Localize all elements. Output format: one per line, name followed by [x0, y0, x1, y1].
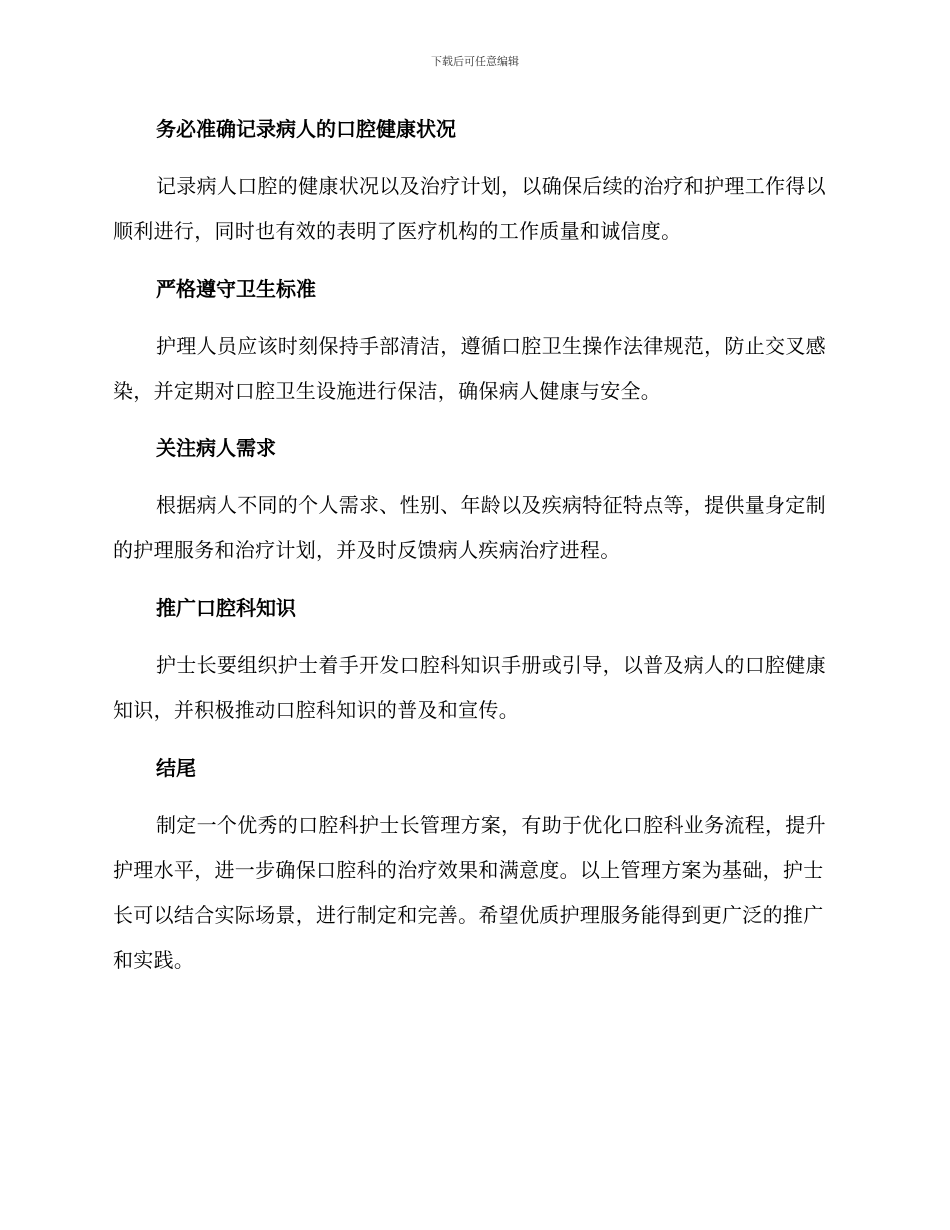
section-heading: 严格遵守卫生标准 — [156, 277, 316, 301]
section-heading: 结尾 — [156, 756, 196, 780]
section-paragraph: 护理人员应该时刻保持手部清洁，遵循口腔卫生操作法律规范，防止交叉感染，并定期对口腔卫生设施进行保洁，确保病人健康与安全。 — [113, 334, 826, 403]
section-paragraph: 制定一个优秀的口腔科护士长管理方案，有助于优化口腔科业务流程，提升护理水平，进一步确保口腔科的治疗效果和满意度。以上管理方案为基础，护士长可以结合实际场景，进行制定和完善。希望优质护理服务能得到更广泛的推广和实践。 — [113, 813, 826, 972]
section-paragraph: 记录病人口腔的健康状况以及治疗计划，以确保后续的治疗和护理工作得以顺利进行，同时也有效的表明了医疗机构的工作质量和诚信度。 — [113, 174, 826, 243]
section-heading: 推广口腔科知识 — [156, 596, 296, 620]
section-heading: 关注病人需求 — [156, 436, 276, 460]
section-heading: 务必准确记录病人的口腔健康状况 — [156, 117, 456, 141]
section-paragraph: 根据病人不同的个人需求、性别、年龄以及疾病特征特点等，提供量身定制的护理服务和治疗计划，并及时反馈病人疾病治疗进程。 — [113, 493, 826, 562]
section-paragraph: 护士长要组织护士着手开发口腔科知识手册或引导，以普及病人的口腔健康知识，并积极推动口腔科知识的普及和宣传。 — [113, 653, 826, 722]
page-header-note: 下载后可任意编辑 — [431, 55, 519, 68]
